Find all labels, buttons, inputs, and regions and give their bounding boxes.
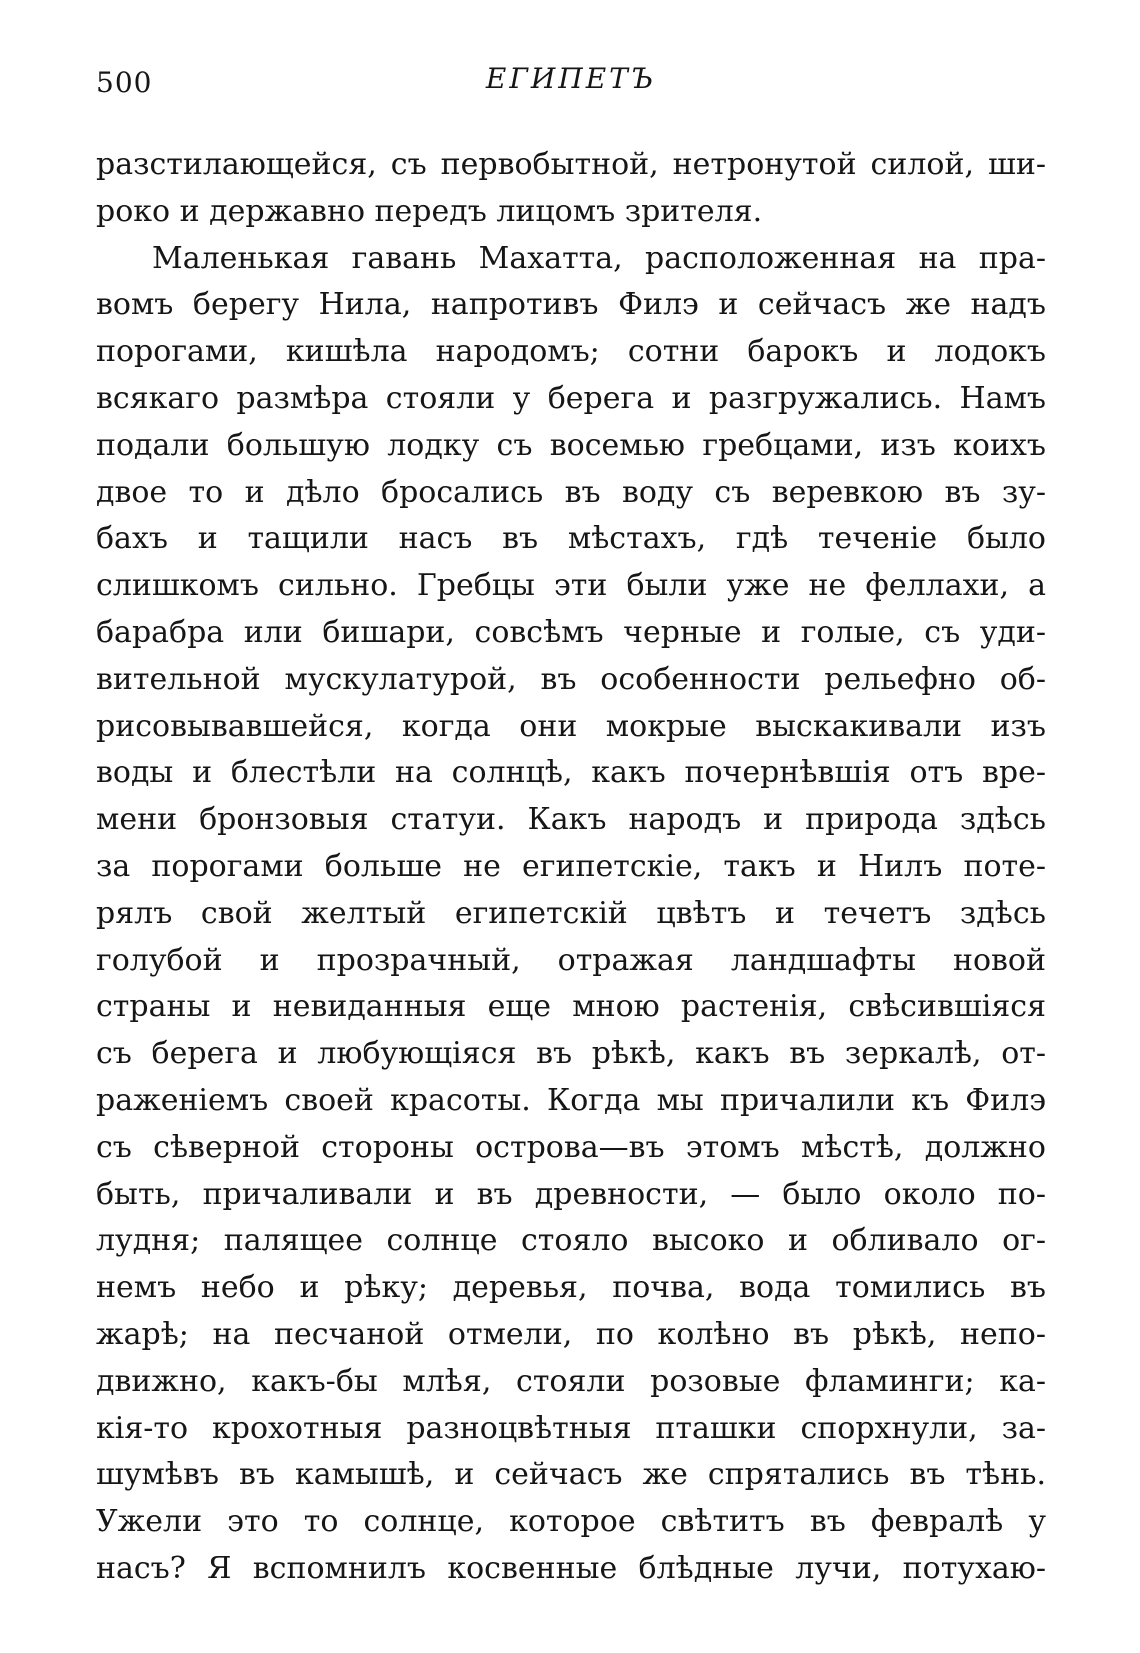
text-line: всякаго размѣра стояли у берега и разгружались. Намъ xyxy=(96,380,1046,416)
text-line: за порогами больше не египетскіе, такъ и Нилъ поте- xyxy=(96,848,1046,884)
body-text xyxy=(96,142,1046,1593)
text-line: съ берега и любующіяся въ рѣкѣ, какъ въ зеркалѣ, от- xyxy=(96,1036,1046,1072)
text-line: роко и державно передъ лицомъ зрителя. xyxy=(96,193,763,229)
text-line: голубой и прозрачный, отражая ландшафты новой xyxy=(96,942,1046,978)
text-line: Маленькая гавань Махатта, расположенная на пра- xyxy=(152,240,1046,276)
text-line: воды и блестѣли на солнцѣ, какъ почернѣвшія отъ вре- xyxy=(96,755,1046,791)
text-line: движно, какъ-бы млѣя, стояли розовые фламинги; ка- xyxy=(96,1363,1046,1399)
text-line: двое то и дѣло бросались въ воду съ веревкою въ зу- xyxy=(96,474,1046,510)
text-line: кія-то крохотныя разноцвѣтныя пташки спорхнули, за- xyxy=(96,1410,1046,1446)
text-line: лудня; палящее солнце стояло высоко и обливало ог- xyxy=(96,1223,1046,1259)
text-line: жарѣ; на песчаной отмели, по колѣно въ рѣкѣ, непо- xyxy=(96,1316,1046,1352)
text-line: мени бронзовыя статуи. Какъ народъ и природа здѣсь xyxy=(96,802,1046,838)
running-head xyxy=(96,62,1046,112)
text-line: съ сѣверной стороны острова—въ этомъ мѣстѣ, должно xyxy=(96,1129,1046,1165)
text-line: подали большую лодку съ восемью гребцами, изъ коихъ xyxy=(96,427,1046,463)
text-line: рисовывавшейся, когда они мокрые выскакивали изъ xyxy=(96,708,1046,744)
text-line: насъ? Я вспомнилъ косвенные блѣдные лучи, потухаю- xyxy=(96,1550,1046,1586)
text-line: вительной мускулатурой, въ особенности рельефно об- xyxy=(96,661,1046,697)
text-line: порогами, кишѣла народомъ; сотни барокъ и лодокъ xyxy=(96,334,1046,370)
text-line: Ужели это то солнце, которое свѣтитъ въ февралѣ у xyxy=(96,1504,1046,1540)
text-line: раженіемъ своей красоты. Когда мы причалили къ Филэ xyxy=(96,1082,1046,1118)
text-line: рялъ свой желтый египетскій цвѣтъ и течетъ здѣсь xyxy=(96,895,1046,931)
text-line: барабра или бишари, совсѣмъ черные и голые, съ уди- xyxy=(96,614,1046,650)
text-line: разстилающейся, съ первобытной, нетронутой силой, ши- xyxy=(96,147,1046,182)
text-line: бахъ и тащили насъ въ мѣстахъ, гдѣ теченіе было xyxy=(96,521,1046,557)
text-line: шумѣвъ въ камышѣ, и сейчасъ же спрятались въ тѣнь. xyxy=(96,1457,1046,1493)
text-line: страны и невиданныя еще мною растенія, свѣсившіяся xyxy=(96,989,1046,1025)
text-line: быть, причаливали и въ древности, — было около по- xyxy=(96,1176,1046,1212)
text-line: вомъ берегу Нила, напротивъ Филэ и сейчасъ же надъ xyxy=(96,287,1046,323)
text-line: немъ небо и рѣку; деревья, почва, вода томились въ xyxy=(96,1270,1046,1306)
running-title: ЕГИПЕТЪ xyxy=(485,62,657,95)
text-line: слишкомъ сильно. Гребцы эти были уже не феллахи, а xyxy=(96,568,1046,604)
page-number: 500 xyxy=(96,66,153,99)
